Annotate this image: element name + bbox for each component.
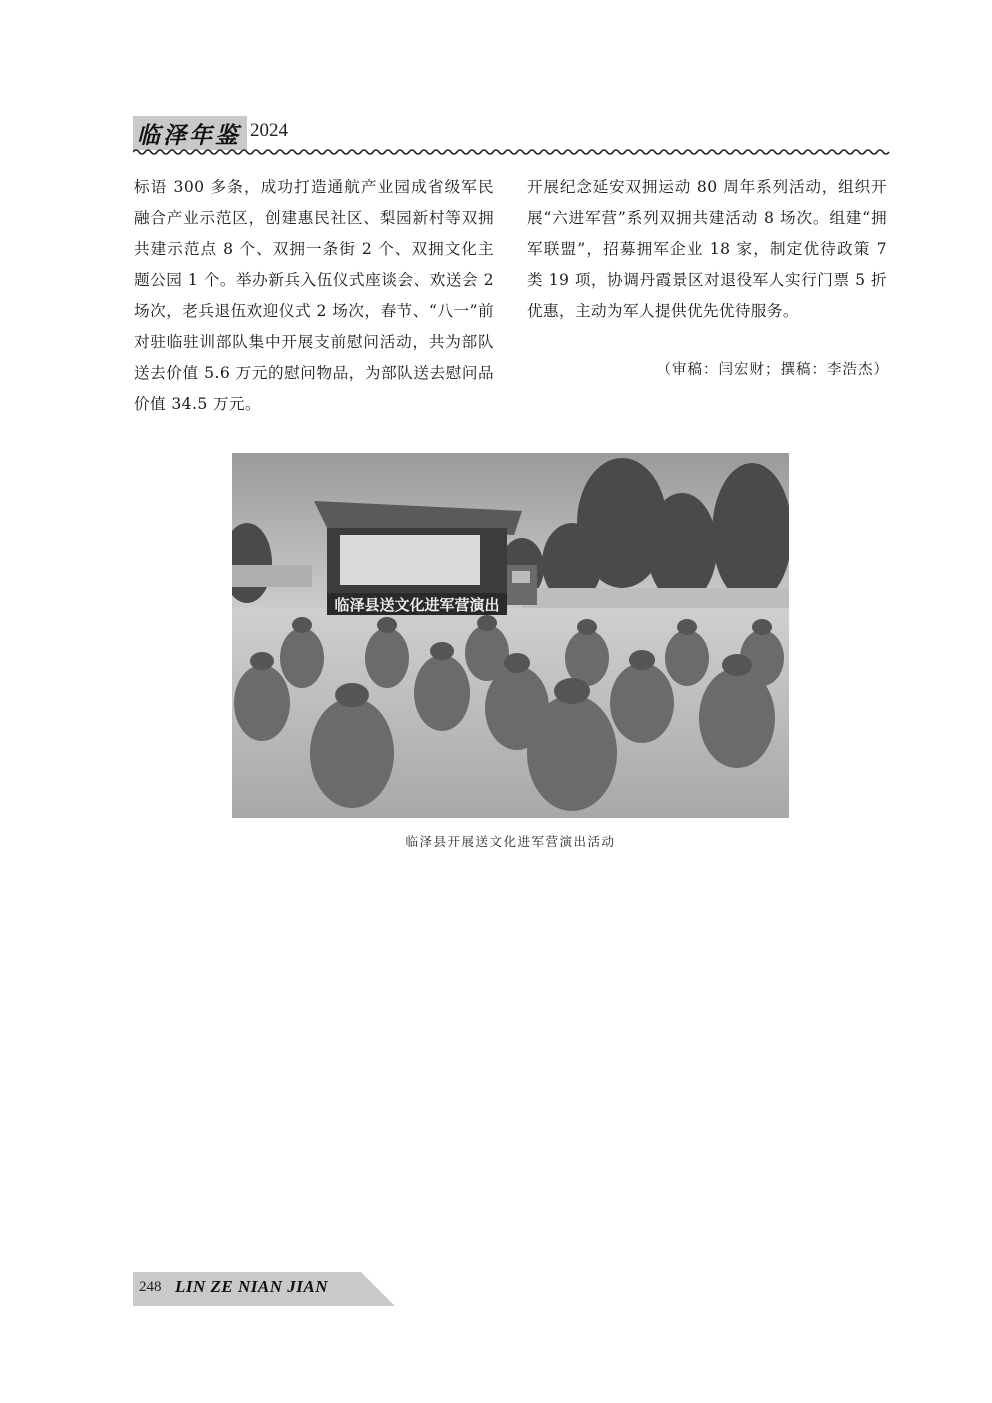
publication-name: LIN ZE NIAN JIAN — [175, 1277, 328, 1296]
running-header — [133, 112, 890, 152]
yearbook-brand-logo — [133, 116, 247, 150]
review-signature: （审稿：闫宏财；撰稿：李浩杰） — [656, 362, 889, 378]
body-column-right — [527, 172, 887, 327]
banner-text: 临泽县送文化进军营演出 — [334, 596, 500, 614]
yearbook-year: 2024 — [250, 120, 288, 141]
photo-illustration — [232, 453, 789, 818]
photo-caption: 临泽县开展送文化进军营演出活动 — [405, 834, 616, 849]
paragraph-left: 标语 300 多条，成功打造通航产业园成省级军民融合产业示范区，创建惠民社区、梨园新村等双拥共建示范点 8 个、双拥一条街 2 个、双拥文化主题公园 1 个。举办新兵入伍仪式座谈会、欢送会 2 场次，老兵退伍欢迎仪式 2 场次，春节、“八一”前对驻临驻训部队集中开展支前慰问活动，共为部队送去价值 5.6 万元的慰问物品，为部队送去慰问品价值 34.5 万元。 — [134, 178, 494, 413]
paragraph-right: 开展纪念延安双拥运动 80 周年系列活动，组织开展“六进军营”系列双拥共建活动 8 场次。组建“拥军联盟”，招募拥军企业 18 家，制定优待政策 7 类 19 项，协调丹霞景区对退役军人实行门票 5 折优惠，主动为军人提供优先优待服务。 — [527, 178, 887, 320]
header-wavy-rule — [133, 148, 890, 156]
body-column-left — [134, 172, 494, 420]
page-number: 248 — [139, 1279, 162, 1295]
event-photo — [232, 453, 789, 818]
running-footer — [133, 1272, 395, 1306]
yearbook-brand-text: 临泽年鉴 — [137, 121, 241, 149]
